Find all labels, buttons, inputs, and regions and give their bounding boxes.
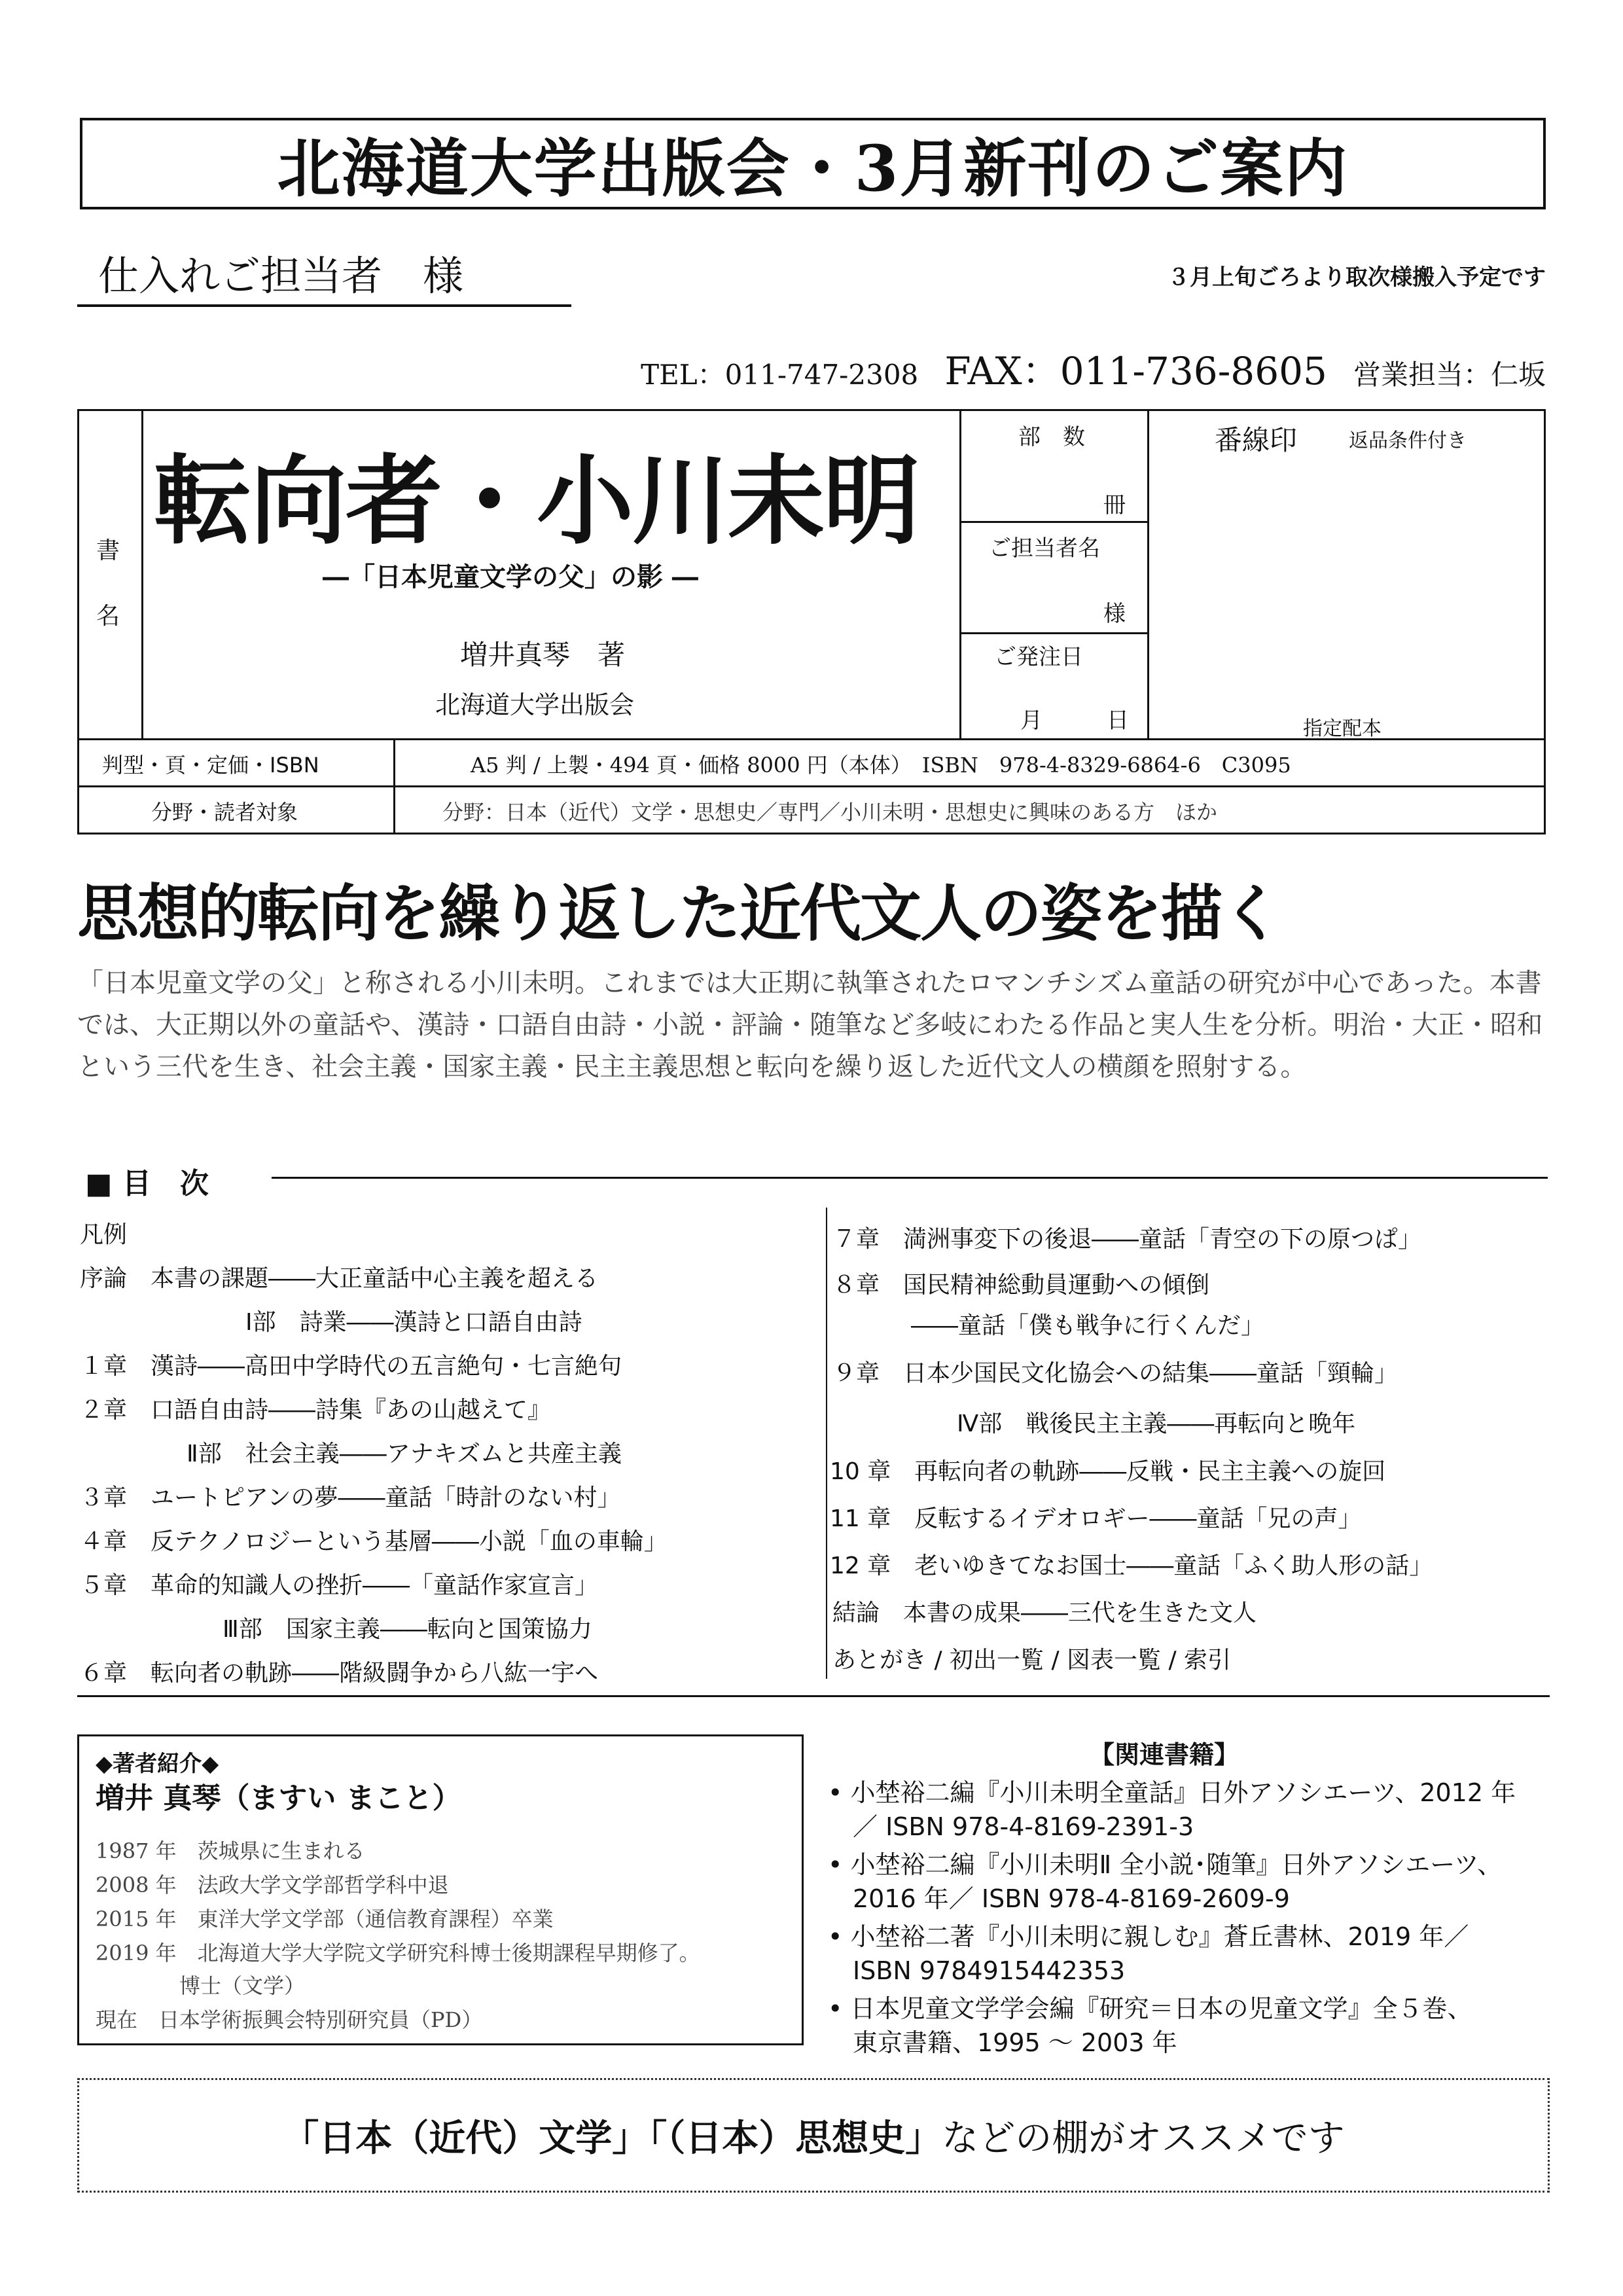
field-label: 分野・読者対象 bbox=[151, 800, 298, 825]
field-value: 分野：日本（近代）文学・思想史／専門／小川未明・思想史に興味のある方 ほか bbox=[442, 800, 1218, 825]
table-divider bbox=[79, 785, 1544, 787]
toc-item: ７章 満洲事変下の後退――童話「青空の下の原つぱ」 bbox=[832, 1226, 1422, 1253]
staff-unit: 様 bbox=[1103, 601, 1126, 627]
addressee: 仕入れご担当者 様 bbox=[98, 252, 464, 300]
related-book-line: ／ ISBN 978-4-8169-2391-3 bbox=[828, 1812, 1194, 1841]
staff-label: ご担当者名 bbox=[989, 535, 1100, 562]
toc-item: ４章 反テクノロジーという基層――小説「血の車輪」 bbox=[80, 1528, 668, 1555]
author-history-line: 1987 年 茨城県に生まれる bbox=[96, 1839, 365, 1863]
flyer-title: 北海道大学出版会・3月新刊のご案内 bbox=[80, 118, 1546, 209]
toc-item-continued: ――童話「僕も戦争に行くんだ」 bbox=[911, 1312, 1265, 1339]
toc-item: ９章 日本少国民文化協会への結集――童話「頸輪」 bbox=[832, 1360, 1399, 1387]
table-divider bbox=[1147, 411, 1149, 738]
spec-label: 判型・頁・定価・ISBN bbox=[102, 753, 319, 778]
related-book-line: 東京書籍、1995 ～ 2003 年 bbox=[828, 2028, 1177, 2057]
author-history-line: 2008 年 法政大学文学部哲学科中退 bbox=[96, 1873, 449, 1897]
recommend-text: などの棚がオススメです bbox=[942, 2117, 1345, 2160]
fax-number: FAX：011-736-8605 bbox=[944, 349, 1327, 393]
toc-item: 12 章 老いゆきてなお国士――童話「ふく助人形の話」 bbox=[830, 1552, 1433, 1579]
spec-value: A5 判 / 上製・494 頁・価格 8000 円（本体） ISBN 978-4-8329-6864-6 C3095 bbox=[471, 753, 1291, 778]
related-book-line: • 日本児童文学学会編『研究＝日本の児童文学』全５巻、 bbox=[828, 1994, 1472, 2023]
stamp-label: 番線印 bbox=[1215, 424, 1298, 456]
delivery-note: ３月上旬ごろより取次様搬入予定です bbox=[1168, 264, 1546, 291]
related-book-line: ISBN 9784915442353 bbox=[828, 1956, 1126, 1985]
toc-item: ８章 国民精神総動員運動への傾倒 bbox=[832, 1272, 1210, 1299]
toc-item: 11 章 反転するイデオロギー――童話「兄の声」 bbox=[830, 1505, 1362, 1532]
toc-item: ５章 革命的知識人の挫折――「童話作家宣言」 bbox=[80, 1572, 599, 1599]
toc-item: あとがき / 初出一覧 / 図表一覧 / 索引 bbox=[832, 1647, 1232, 1674]
related-book-line: • 小埜裕二編『小川未明全童話』日外アソシエーツ、2012 年 bbox=[828, 1778, 1516, 1807]
author-name: 増井 真琴（ますい まこと） bbox=[96, 1782, 461, 1815]
toc-item: １章 漢詩――高田中学時代の五言絶句・七言絶句 bbox=[80, 1353, 622, 1380]
author-history-line: 現在 日本学術振興会特別研究員（PD） bbox=[96, 2007, 483, 2032]
book-label: 名 bbox=[96, 603, 120, 630]
related-book-line: • 小埜裕二著『小川未明に親しむ』蒼丘書林、2019 年／ bbox=[828, 1922, 1469, 1951]
toc-bottom-rule bbox=[77, 1695, 1550, 1697]
tel-number: TEL：011-747-2308 bbox=[641, 359, 919, 391]
return-terms: 返品条件付き bbox=[1349, 429, 1467, 452]
toc-heading-rule bbox=[272, 1177, 1548, 1179]
toc-heading: ■ 目 次 bbox=[85, 1167, 209, 1200]
contact-info bbox=[641, 340, 1546, 395]
designated-delivery: 指定配本 bbox=[1303, 717, 1382, 740]
order-month: 月 bbox=[1020, 708, 1043, 734]
book-subtitle: ―「日本児童文学の父」の影 ― bbox=[323, 562, 698, 592]
toc-item: 凡例 bbox=[80, 1221, 128, 1248]
toc-part: Ⅰ部 詩業――漢詩と口語自由詩 bbox=[245, 1309, 582, 1336]
author-intro-heading: ◆著者紹介◆ bbox=[96, 1751, 219, 1777]
order-day: 日 bbox=[1107, 708, 1129, 734]
book-publisher: 北海道大学出版会 bbox=[435, 691, 635, 719]
addressee-underline bbox=[77, 304, 571, 307]
recommend-shelves: 「日本（近代）文学」「（日本）思想史」 bbox=[282, 2117, 942, 2160]
table-divider bbox=[959, 521, 1148, 523]
copies-label: 部 数 bbox=[1018, 424, 1085, 450]
author-intro-box bbox=[77, 1734, 804, 2045]
book-author: 増井真琴 著 bbox=[460, 639, 626, 671]
book-title: 転向者・小川未明 bbox=[154, 444, 919, 558]
table-divider bbox=[959, 632, 1148, 634]
toc-item: 結論 本書の成果――三代を生きた文人 bbox=[832, 1600, 1257, 1626]
toc-part: Ⅳ部 戦後民主主義――再転向と晩年 bbox=[957, 1410, 1356, 1437]
author-history-line: 2019 年 北海道大学大学院文学研究科博士後期課程早期修了。 bbox=[96, 1941, 700, 1965]
sales-contact: 営業担当：仁坂 bbox=[1353, 359, 1546, 391]
author-history-line: 2015 年 東洋大学文学部（通信教育課程）卒業 bbox=[96, 1907, 554, 1931]
toc-item: 10 章 再転向者の軌跡――反戦・民主主義への旋回 bbox=[830, 1458, 1386, 1485]
order-date-label: ご発注日 bbox=[994, 644, 1083, 670]
toc-item: ６章 転向者の軌跡――階級闘争から八紘一宇へ bbox=[80, 1660, 599, 1687]
toc-item: 序論 本書の課題――大正童話中心主義を超える bbox=[80, 1265, 599, 1292]
toc-part: Ⅲ部 国家主義――転向と国策協力 bbox=[223, 1616, 592, 1643]
order-table bbox=[77, 409, 1546, 834]
toc-part: Ⅱ部 社会主義――アナキズムと共産主義 bbox=[187, 1441, 622, 1467]
shelf-recommendation bbox=[77, 2078, 1550, 2193]
table-divider bbox=[959, 411, 961, 738]
toc-item: ２章 口語自由詩――詩集『あの山越えて』 bbox=[80, 1397, 552, 1424]
author-history-line: 博士（文学） bbox=[96, 1973, 306, 1998]
toc-item: ３章 ユートピアンの夢――童話「時計のない村」 bbox=[80, 1484, 621, 1511]
related-book-line: • 小埜裕二編『小川未明Ⅱ 全小説･随筆』日外アソシエーツ、 bbox=[828, 1850, 1503, 1879]
book-description: 「日本児童文学の父」と称される小川未明。これまでは大正期に執筆されたロマンチシズム童話の研究が中心であった。本書では、大正期以外の童話や、漢詩・口語自由詩・小説・評論・随筆など多岐にわたる作品と実人生を分析。明治・大正・昭和という三代を生き、社会主義・国家主義・民主主義思想と転向を繰り返した近代文人の横顔を照射する。 bbox=[77, 968, 1543, 1082]
book-label: 書 bbox=[96, 537, 120, 564]
copies-unit: 冊 bbox=[1103, 492, 1126, 518]
related-books-heading: 【関連書籍】 bbox=[1090, 1740, 1240, 1769]
toc-column-divider bbox=[826, 1208, 827, 1679]
table-divider bbox=[141, 411, 143, 738]
related-book-line: 2016 年／ ISBN 978-4-8169-2609-9 bbox=[828, 1884, 1290, 1913]
catchphrase: 思想的転向を繰り返した近代文人の姿を描く bbox=[77, 878, 1282, 950]
